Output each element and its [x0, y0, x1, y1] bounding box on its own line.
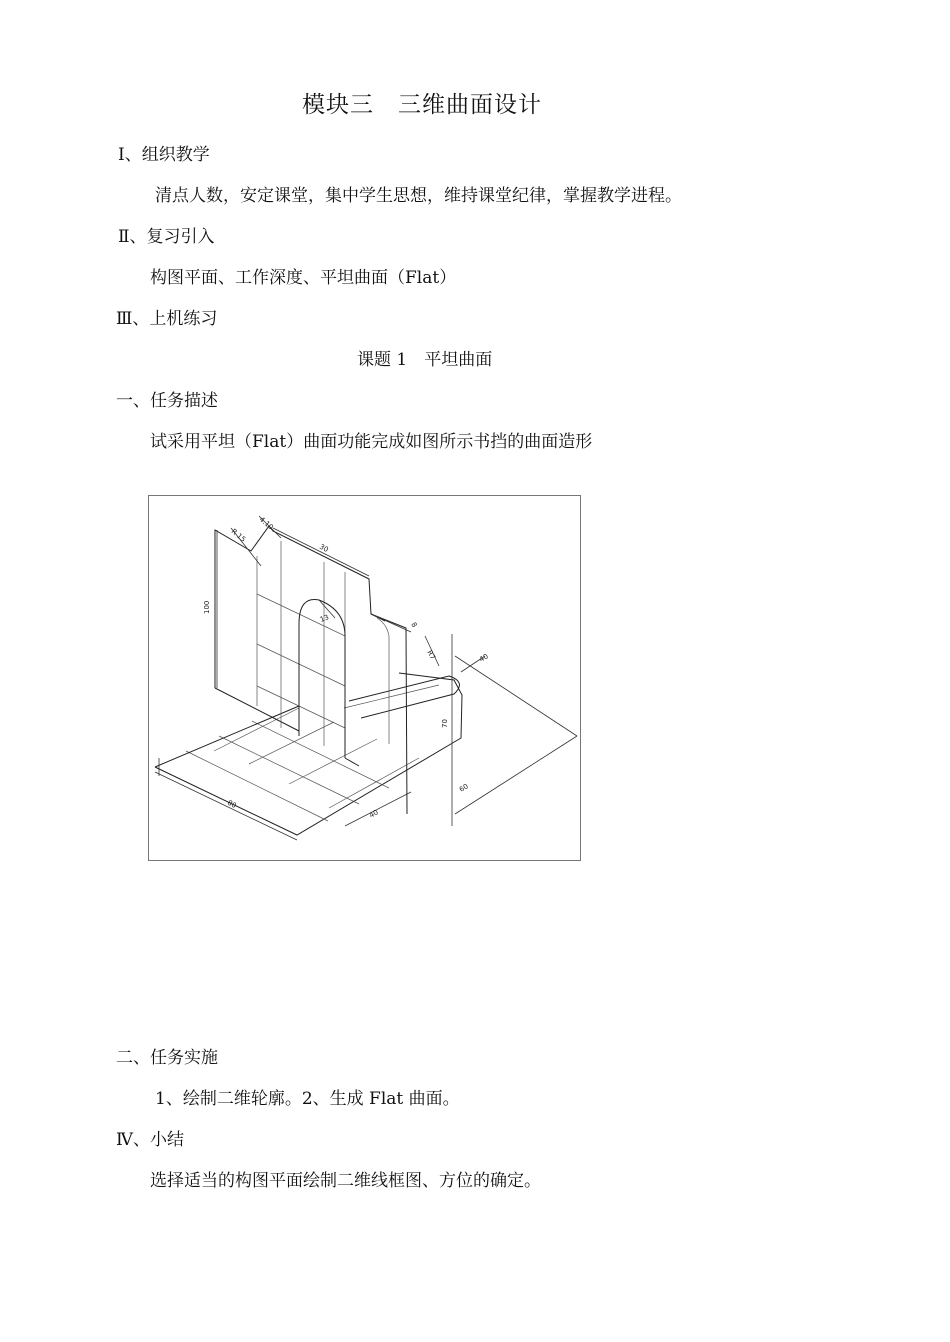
section-heading-organize: Ⅰ、组织教学	[118, 145, 210, 165]
dim-top-w-label: 30	[318, 542, 330, 554]
dim-side-w-label: 40	[478, 652, 490, 664]
dim-r7-label: R7	[425, 649, 437, 662]
task-heading-implementation: 二、任务实施	[116, 1048, 218, 1068]
dim-line-bottom	[345, 792, 411, 826]
dim-base-l-label: 80	[226, 798, 238, 810]
dim-bottom-label: 40	[368, 808, 380, 820]
section-body-review: 构图平面、工作深度、平坦曲面（Flat）	[150, 268, 457, 288]
base-line	[249, 722, 334, 764]
base-line	[186, 751, 328, 821]
section-heading-summary: Ⅳ、小结	[116, 1130, 184, 1150]
base-line	[219, 736, 359, 804]
dim-line-top-w	[273, 528, 369, 576]
base-line	[214, 708, 299, 751]
plate-bend	[377, 618, 389, 744]
bookend-isometric-diagram	[149, 496, 580, 860]
dim-line-base-l	[155, 772, 297, 840]
plate-line	[257, 686, 345, 728]
section-heading-practice: Ⅲ、上机练习	[116, 309, 218, 329]
dim-height-label: 100	[203, 600, 211, 614]
task-body-description: 试采用平坦（Flat）曲面功能完成如图所示书挡的曲面造形	[150, 432, 593, 452]
dim-right-label: 60	[458, 782, 470, 794]
plate-bottom-front	[345, 758, 359, 766]
base-slot	[344, 685, 439, 708]
task-heading-description: 一、任务描述	[116, 391, 218, 411]
dim-r15-label: R 15	[229, 527, 248, 544]
lesson-title: 课题 1 平坦曲面	[357, 350, 493, 370]
dim-line-side-w	[455, 656, 577, 736]
base-slot	[349, 676, 459, 718]
dim-line-side	[371, 614, 411, 632]
dim-top-r-label: 4.10	[257, 515, 275, 532]
dim-side-label: 8	[409, 621, 419, 629]
base-outline	[155, 673, 462, 835]
base-line	[252, 721, 389, 788]
task-body-implementation: 1、绘制二维轮廓。2、生成 Flat 曲面。	[155, 1089, 460, 1109]
dim-line-right	[455, 736, 577, 814]
base-edge	[155, 706, 299, 767]
section-heading-review: Ⅱ、复习引入	[118, 227, 215, 247]
bookend-drawing	[148, 495, 581, 861]
dim-r13-label: 13	[318, 613, 331, 624]
dim-depth-label: 70	[441, 719, 449, 728]
section-body-summary: 选择适当的构图平面绘制二维线框图、方位的确定。	[150, 1171, 541, 1191]
page-title: 模块三 三维曲面设计	[302, 92, 542, 118]
section-body-organize: 清点人数，安定课堂，集中学生思想，维持课堂纪律，掌握教学进程。	[155, 186, 682, 206]
plate-line	[257, 644, 345, 686]
